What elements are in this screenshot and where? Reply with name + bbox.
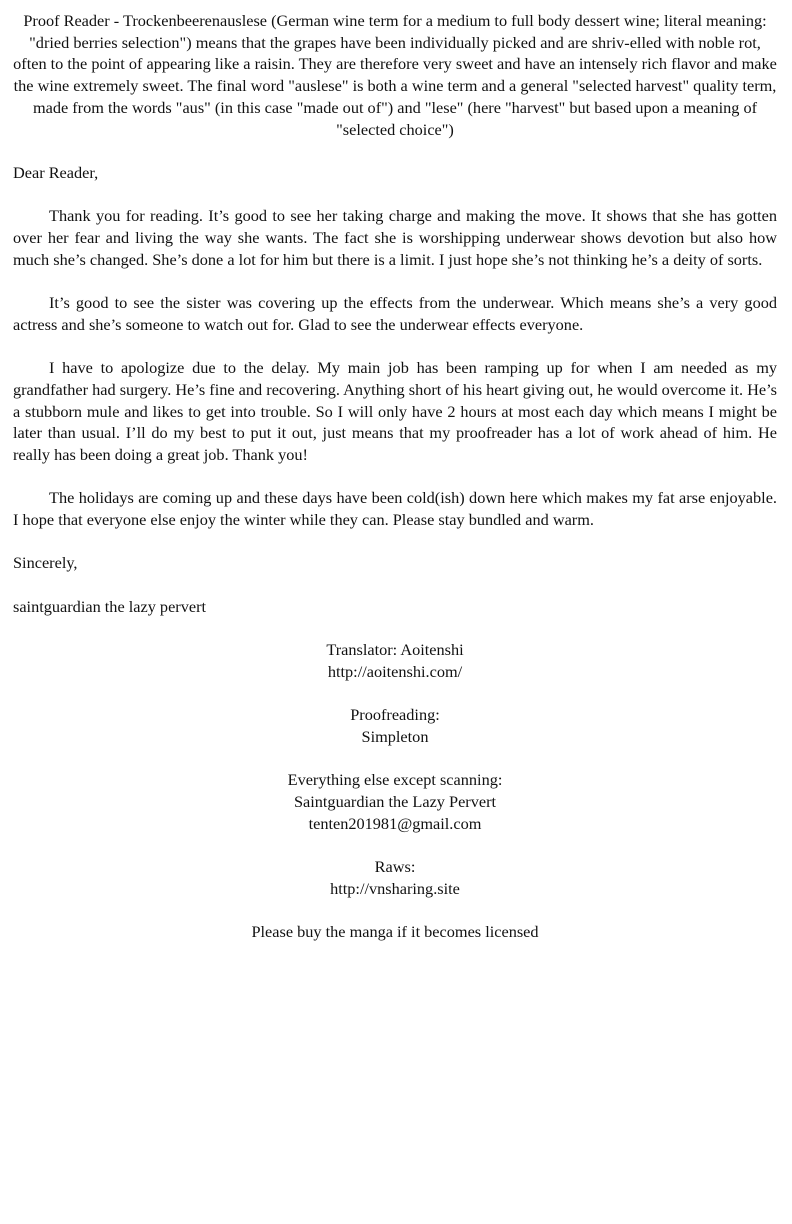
raws-label: Raws: [374,857,416,877]
proofreading-name: Simpleton [361,727,429,747]
letter-paragraph-2: It’s good to see the sister was covering up the effects from the underwear. Which means she’s a very good actress and she’s someone to watch out for. Glad to see the underwear effects everyone. [13,293,777,334]
proofreading-credit [13,704,777,747]
salutation: Dear Reader, [13,162,99,182]
other-work-name: Saintguardian the Lazy Pervert [293,792,497,812]
proofreading-label: Proofreading: [350,705,440,725]
closing: Sincerely, [13,553,78,573]
credits-section [13,639,777,943]
license-notice-block [13,921,777,943]
letter-paragraph-4: The holidays are coming up and these days have been cold(ish) down here which makes my fat arse enjoyable. I hope that everyone else enjoy the winter while they can. Please stay bundled and warm. [13,488,777,530]
other-work-credit [13,769,777,834]
signature: saintguardian the lazy pervert [13,596,207,616]
proofreader-note: Proof Reader - Trockenbeerenauslese (German wine term for a medium to full body dessert wine; literal meaning: "dried berries selection") means that the grapes have been individually picked and are shriv-elled with noble rot, often to the point of appearing like a raisin. They are therefore very sweet and have an intensely rich flavor and make the wine extremely sweet. The final word "auslese" is both a wine term and a general "selected harvest" quality term, made from the words "aus" (in this case "made out of") and "lese" (here "harvest" but based upon a meaning of "selected choice") [13,11,777,139]
raws-url: http://vnsharing.site [330,878,460,898]
document-page [13,10,777,965]
translator-url: http://aoitenshi.com/ [327,661,463,681]
other-work-label: Everything else except scanning: [287,770,503,790]
translator-credit [13,639,777,682]
letter-paragraph-1: Thank you for reading. It’s good to see her taking charge and making the move. It shows that she has gotten over her fear and living the way she wants. The fact she is worshipping underwear shows devotion but also how much she’s changed. She’s done a lot for him but there is a limit. I just hope she’s not thinking he’s a deity of sorts. [13,206,777,269]
raws-credit [13,856,777,899]
translator-label: Translator: Aoitenshi [326,640,464,660]
contact-email: tenten201981@gmail.com [308,813,482,833]
license-notice: Please buy the manga if it becomes licensed [251,922,539,942]
letter-paragraph-3: I have to apologize due to the delay. My main job has been ramping up for when I am needed as my grandfather had surgery. He’s fine and recovering. Anything short of his heart giving out, he would overcome it. He’s a stubborn mule and likes to get into trouble. So I will only have 2 hours at most each day which means I might be later than usual. I’ll do my best to put it out, just means that my proofreader has a lot of work ahead of him. He really has been doing a great job. Thank you! [13,358,777,464]
